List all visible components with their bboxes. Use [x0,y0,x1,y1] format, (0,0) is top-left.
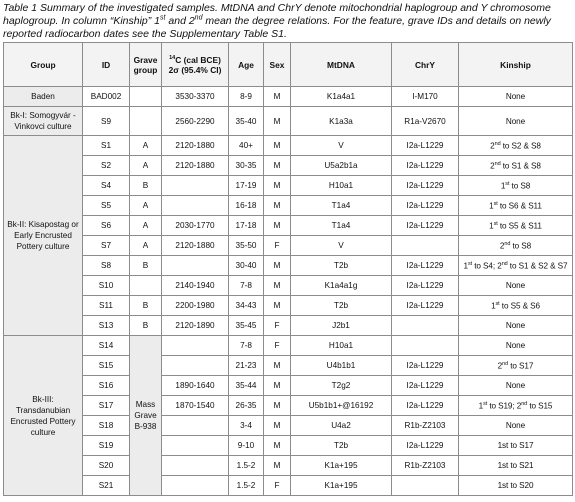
chry-cell: I2a-L1229 [392,296,459,316]
age-cell: 30-40 [229,256,264,276]
radiocarbon-cell [162,256,229,276]
radiocarbon-cell: 2200-1980 [162,296,229,316]
sex-cell: F [264,336,291,356]
age-cell: 35-44 [229,376,264,396]
radiocarbon-cell [162,456,229,476]
mass-grave-cell: Mass Grave B-938 [130,336,162,496]
table-row [4,176,573,196]
age-cell: 21-23 [229,356,264,376]
mtdna-cell: T2g2 [291,376,392,396]
id-cell: S21 [83,476,130,496]
chry-cell [392,316,459,336]
table-row [4,476,573,496]
kinship-cell: 1st to S20 [459,476,573,496]
mtdna-cell: H10a1 [291,176,392,196]
header-mtdna: MtDNA [291,43,392,87]
table-row [4,456,573,476]
grave-group-cell [130,107,162,136]
sex-cell: M [264,196,291,216]
kinship-cell: None [459,87,573,107]
id-cell: BAD002 [83,87,130,107]
chry-cell: I2a-L1229 [392,396,459,416]
age-cell: 3-4 [229,416,264,436]
radiocarbon-cell: 2120-1890 [162,316,229,336]
id-cell: S19 [83,436,130,456]
age-cell: 35-45 [229,316,264,336]
kinship-cell: None [459,276,573,296]
sex-cell: M [264,376,291,396]
id-cell: S2 [83,156,130,176]
id-cell: S6 [83,216,130,236]
kinship-cell: 2nd to S8 [459,236,573,256]
id-cell: S20 [83,456,130,476]
mtdna-cell: U4b1b1 [291,356,392,376]
grave-group-cell: A [130,196,162,216]
table-row [4,356,573,376]
group-cell: Bk-II: Kisapostag or Early Encrusted Pottery culture [4,136,83,336]
mtdna-cell: T1a4 [291,216,392,236]
grave-group-cell: B [130,176,162,196]
table-caption: Table 1 Summary of the investigated samples. MtDNA and ChrY denote mitochondrial haplogroup and Y chromosome haplogroup. In column “Kinship” 1st and 2nd mean the degree relations. For the feature, grave IDs and details on newly reported radiocarbon dates see the Supplementary Table S1. [3,2,551,40]
kinship-cell: 1st to S21 [459,456,573,476]
table-row [4,416,573,436]
table-row [4,87,573,107]
table-row [4,136,573,156]
sex-cell: F [264,476,291,496]
grave-group-cell: A [130,216,162,236]
id-cell: S18 [83,416,130,436]
table-row [4,336,573,356]
header-age: Age [229,43,264,87]
chry-cell: I2a-L1229 [392,256,459,276]
table-row [4,236,573,256]
radiocarbon-cell [162,356,229,376]
kinship-cell: None [459,316,573,336]
mtdna-cell: V [291,136,392,156]
age-cell: 35-40 [229,107,264,136]
group-cell: Bk-I: Somogyvár - Vinkovci culture [4,107,83,136]
chry-cell: I2a-L1229 [392,376,459,396]
mtdna-cell: T1a4 [291,196,392,216]
chry-cell: R1a-V2670 [392,107,459,136]
header-grave-group: Grave group [130,43,162,87]
header-chry: ChrY [392,43,459,87]
sex-cell: M [264,396,291,416]
mtdna-cell: J2b1 [291,316,392,336]
chry-cell: I2a-L1229 [392,276,459,296]
id-cell: S1 [83,136,130,156]
table-row [4,316,573,336]
header-id: ID [83,43,130,87]
grave-group-cell: B [130,256,162,276]
table-header-row [4,43,573,87]
radiocarbon-cell: 3530-3370 [162,87,229,107]
age-cell: 1.5-2 [229,456,264,476]
table-row [4,296,573,316]
chry-cell: R1b-Z2103 [392,416,459,436]
radiocarbon-cell: 1890-1640 [162,376,229,396]
kinship-cell: 1st to S5 & S6 [459,296,573,316]
sex-cell: M [264,136,291,156]
header-group: Group [4,43,83,87]
age-cell: 8-9 [229,87,264,107]
sex-cell: M [264,356,291,376]
header-kinship: Kinship [459,43,573,87]
mtdna-cell: T2b [291,436,392,456]
mtdna-cell: T2b [291,296,392,316]
chry-cell: I2a-L1229 [392,136,459,156]
age-cell: 34-43 [229,296,264,316]
table-row [4,216,573,236]
sex-cell: F [264,236,291,256]
group-cell: Baden [4,87,83,107]
id-cell: S10 [83,276,130,296]
id-cell: S13 [83,316,130,336]
radiocarbon-cell: 2120-1880 [162,136,229,156]
sex-cell: M [264,156,291,176]
radiocarbon-cell: 2140-1940 [162,276,229,296]
chry-cell: I2a-L1229 [392,216,459,236]
chry-cell [392,236,459,256]
chry-cell [392,476,459,496]
radiocarbon-cell: 2560-2290 [162,107,229,136]
group-cell: Bk-III: Transdanubian Encrusted Pottery culture [4,336,83,496]
age-cell: 40+ [229,136,264,156]
table-row [4,276,573,296]
kinship-cell: 1st to S19; 2nd to S15 [459,396,573,416]
grave-group-cell: A [130,136,162,156]
table-row [4,196,573,216]
age-cell: 17-18 [229,216,264,236]
sex-cell: M [264,436,291,456]
radiocarbon-cell: 2120-1880 [162,236,229,256]
id-cell: S11 [83,296,130,316]
mtdna-cell: K1a4a1g [291,276,392,296]
chry-cell: I2a-L1229 [392,196,459,216]
sex-cell: M [264,256,291,276]
sex-cell: M [264,216,291,236]
kinship-cell: None [459,416,573,436]
sex-cell: M [264,87,291,107]
mtdna-cell: K1a3a [291,107,392,136]
radiocarbon-cell [162,416,229,436]
kinship-cell: 1st to S17 [459,436,573,456]
age-cell: 26-35 [229,396,264,416]
age-cell: 7-8 [229,276,264,296]
samples-table [3,42,573,496]
sex-cell: M [264,107,291,136]
radiocarbon-cell [162,196,229,216]
table-row [4,256,573,276]
mtdna-cell: T2b [291,256,392,276]
id-cell: S15 [83,356,130,376]
mtdna-cell: U5b1b1+@16192 [291,396,392,416]
grave-group-cell [130,276,162,296]
age-cell: 30-35 [229,156,264,176]
kinship-cell: 2nd to S2 & S8 [459,136,573,156]
table-row [4,436,573,456]
radiocarbon-cell: 1870-1540 [162,396,229,416]
radiocarbon-cell: 2120-1880 [162,156,229,176]
chry-cell [392,336,459,356]
id-cell: S17 [83,396,130,416]
sex-cell: M [264,296,291,316]
header-radiocarbon: $^{14}$C (cal BCE) 2σ (95.4% CI) [162,43,229,87]
table-row [4,396,573,416]
id-cell: S16 [83,376,130,396]
kinship-cell: 1st to S6 & S11 [459,196,573,216]
sex-cell: M [264,276,291,296]
grave-group-cell: A [130,236,162,256]
mtdna-cell: V [291,236,392,256]
kinship-cell: None [459,336,573,356]
sex-cell: M [264,416,291,436]
chry-cell: I2a-L1229 [392,156,459,176]
age-cell: 35-50 [229,236,264,256]
id-cell: S8 [83,256,130,276]
radiocarbon-cell [162,176,229,196]
age-cell: 16-18 [229,196,264,216]
chry-cell: I2a-L1229 [392,176,459,196]
chry-cell: I2a-L1229 [392,356,459,376]
age-cell: 9-10 [229,436,264,456]
sex-cell: M [264,176,291,196]
kinship-cell: 2nd to S1 & S8 [459,156,573,176]
table-row [4,376,573,396]
mtdna-cell: K1a+195 [291,476,392,496]
radiocarbon-cell [162,476,229,496]
age-cell: 7-8 [229,336,264,356]
grave-group-cell [130,87,162,107]
mtdna-cell: H10a1 [291,336,392,356]
kinship-cell: None [459,107,573,136]
chry-cell: I-M170 [392,87,459,107]
kinship-cell: 1st to S4; 2nd to S1 & S2 & S7 [459,256,573,276]
age-cell: 1.5-2 [229,476,264,496]
id-cell: S4 [83,176,130,196]
kinship-cell: 2nd to S17 [459,356,573,376]
mtdna-cell: U4a2 [291,416,392,436]
radiocarbon-cell: 2030-1770 [162,216,229,236]
id-cell: S14 [83,336,130,356]
mtdna-cell: K1a4a1 [291,87,392,107]
sex-cell: M [264,456,291,476]
header-sex: Sex [264,43,291,87]
chry-cell: R1b-Z2103 [392,456,459,476]
id-cell: S9 [83,107,130,136]
radiocarbon-cell [162,436,229,456]
mtdna-cell: U5a2b1a [291,156,392,176]
sex-cell: F [264,316,291,336]
kinship-cell: None [459,376,573,396]
chry-cell: I2a-L1229 [392,436,459,456]
grave-group-cell: B [130,296,162,316]
radiocarbon-cell [162,336,229,356]
table-body [4,87,573,496]
grave-group-cell: B [130,316,162,336]
kinship-cell: 1st to S8 [459,176,573,196]
kinship-cell: 1st to S5 & S11 [459,216,573,236]
table-row [4,107,573,136]
age-cell: 17-19 [229,176,264,196]
id-cell: S5 [83,196,130,216]
grave-group-cell: A [130,156,162,176]
id-cell: S7 [83,236,130,256]
table-row [4,156,573,176]
mtdna-cell: K1a+195 [291,456,392,476]
